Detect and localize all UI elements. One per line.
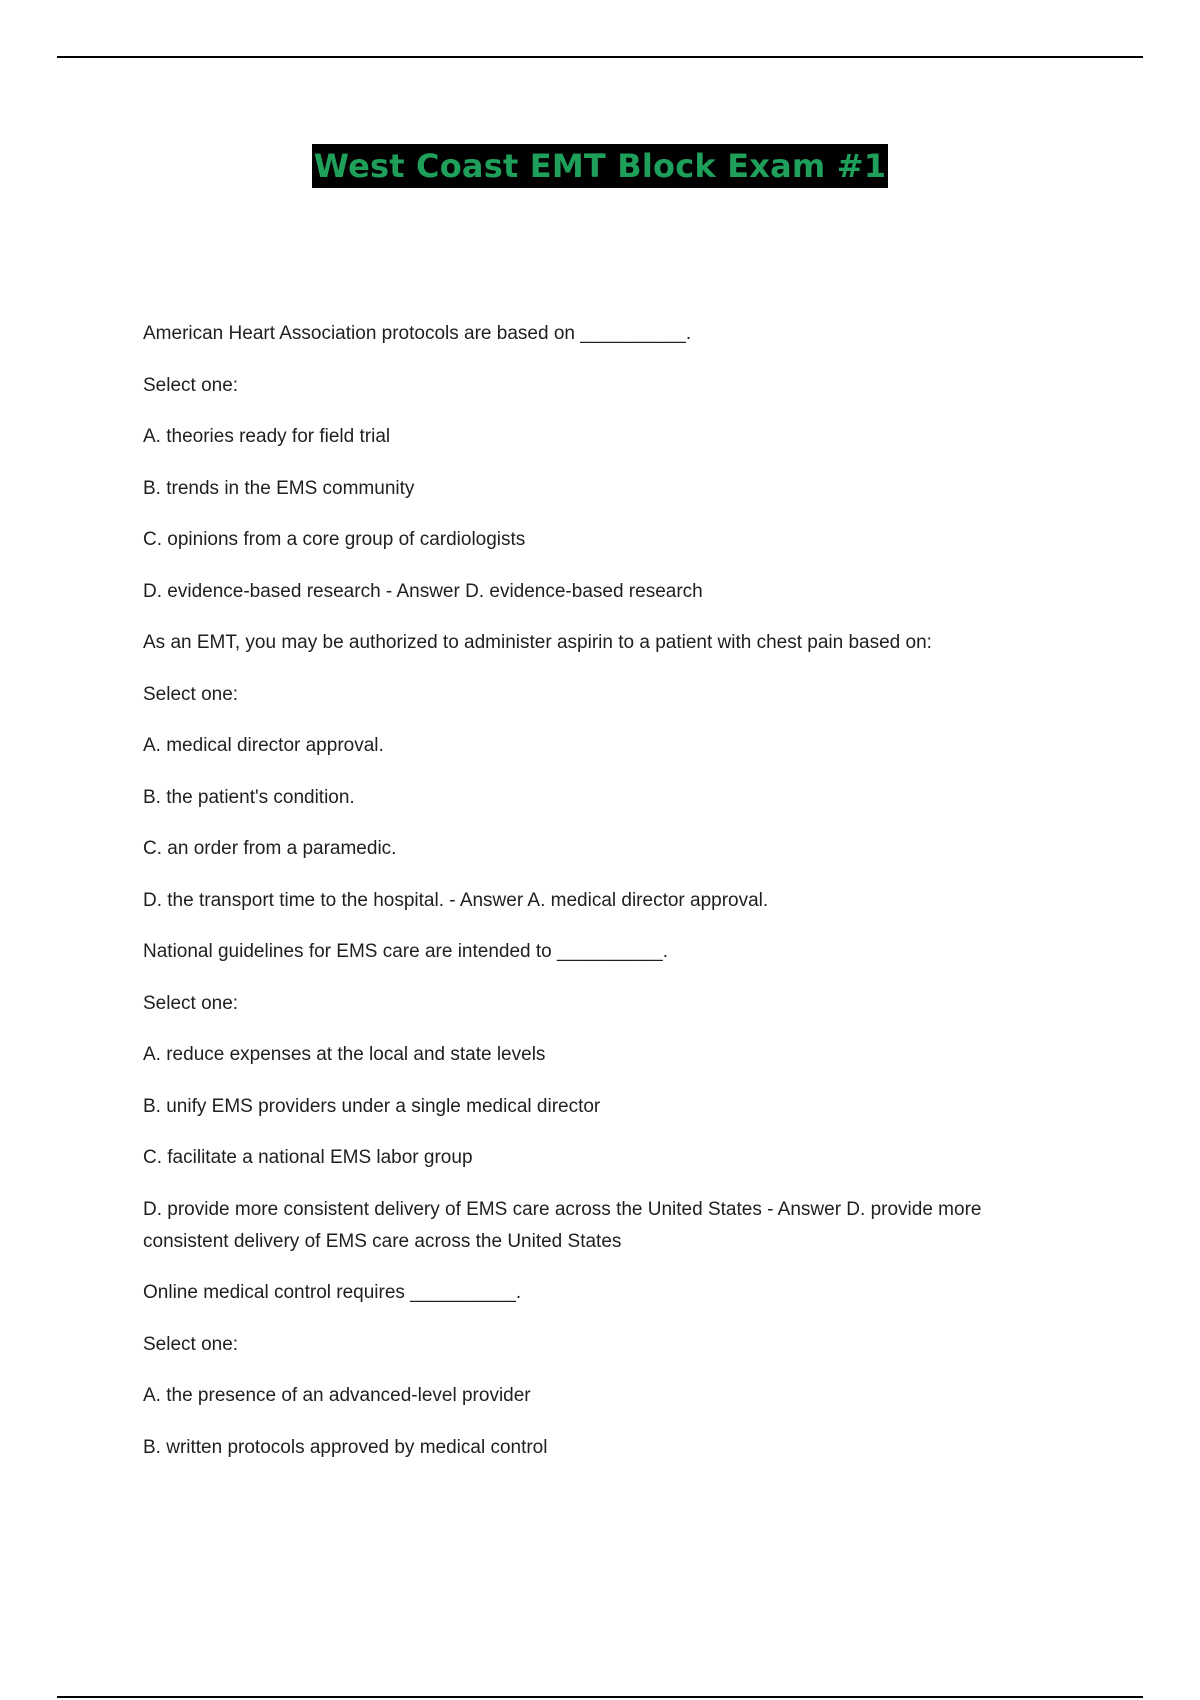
answer-option: D. the transport time to the hospital. - Answer A. medical director approval. bbox=[143, 889, 769, 911]
answer-option: D. provide more consistent delivery of EMS care across the United States - Answer D. provide more consistent delivery of EMS care across the United States bbox=[143, 1198, 982, 1252]
bottom-rule bbox=[57, 1696, 1143, 1698]
question-prompt: Online medical control requires __________. bbox=[143, 1282, 522, 1303]
answer-option: A. reduce expenses at the local and state levels bbox=[143, 1044, 546, 1065]
answer-option: B. the patient's condition. bbox=[143, 786, 355, 808]
select-one-label: Select one: bbox=[143, 992, 239, 1014]
question-prompt: As an EMT, you may be authorized to administer aspirin to a patient with chest pain based on: bbox=[143, 632, 932, 653]
answer-option: C. facilitate a national EMS labor group bbox=[143, 1147, 473, 1168]
answer-option: C. an order from a paramedic. bbox=[143, 838, 397, 859]
question-prompt: American Heart Association protocols are based on __________. bbox=[143, 323, 692, 344]
exam-content bbox=[143, 318, 1063, 1483]
answer-option: B. written protocols approved by medical control bbox=[143, 1436, 548, 1458]
document-title: West Coast EMT Block Exam #1 bbox=[312, 144, 889, 188]
select-one-label: Select one: bbox=[143, 374, 239, 396]
answer-option: C. opinions from a core group of cardiologists bbox=[143, 529, 526, 550]
answer-option: A. theories ready for field trial bbox=[143, 426, 391, 447]
select-one-label: Select one: bbox=[143, 1333, 239, 1355]
select-one-label: Select one: bbox=[143, 683, 239, 705]
answer-option: B. trends in the EMS community bbox=[143, 477, 415, 499]
top-rule bbox=[57, 56, 1143, 58]
title-area bbox=[0, 144, 1200, 188]
answer-option: D. evidence-based research - Answer D. evidence-based research bbox=[143, 580, 703, 602]
question-prompt: National guidelines for EMS care are intended to __________. bbox=[143, 941, 668, 962]
answer-option: A. the presence of an advanced-level provider bbox=[143, 1385, 531, 1406]
answer-option: A. medical director approval. bbox=[143, 735, 384, 756]
answer-option: B. unify EMS providers under a single medical director bbox=[143, 1095, 601, 1117]
